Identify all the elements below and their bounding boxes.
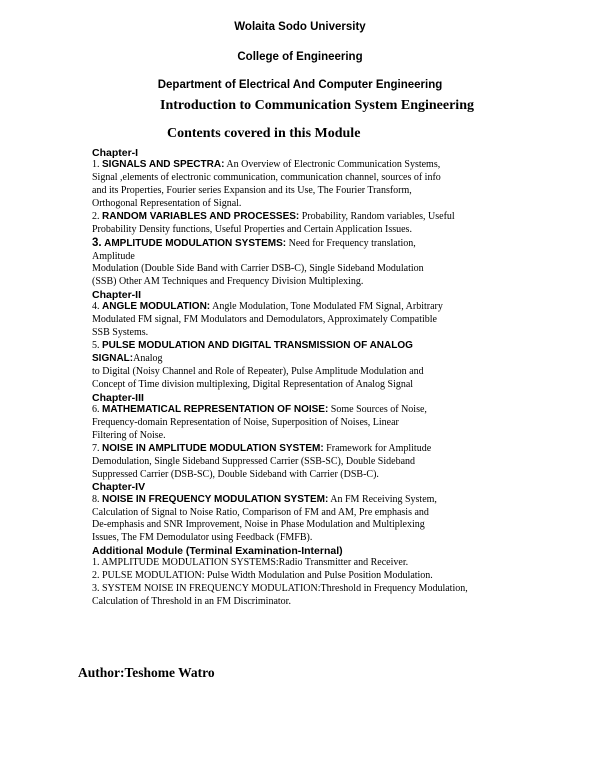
- item-title: AMPLITUDE MODULATION SYSTEMS:: [104, 237, 287, 249]
- additional-module-heading: Additional Module (Terminal Examination-Internal): [92, 545, 343, 558]
- item-title: NOISE IN FREQUENCY MODULATION SYSTEM:: [102, 493, 329, 505]
- college-name: College of Engineering: [237, 51, 363, 63]
- list-item: 2. RANDOM VARIABLES AND PROCESSES: Probability, Random variables, Useful: [92, 210, 455, 222]
- chapter-heading: Chapter-I: [92, 147, 139, 159]
- list-item: 7. NOISE IN AMPLITUDE MODULATION SYSTEM: Framework for Amplitude: [92, 442, 432, 454]
- list-item: 1. SIGNALS AND SPECTRA: An Overview of Electronic Communication Systems,: [92, 159, 441, 171]
- item-title: PULSE MODULATION AND DIGITAL TRANSMISSION OF ANALOG: [102, 340, 413, 352]
- item-title: ANGLE MODULATION:: [102, 301, 211, 313]
- contents-title: Contents covered in this Module: [167, 126, 361, 141]
- chapter-heading: Chapter-IV: [92, 481, 146, 494]
- list-item: 6. MATHEMATICAL REPRESENTATION OF NOISE: Some Sources of Noise,: [92, 404, 427, 416]
- module-contents: Chapter-I 1. SIGNALS AND SPECTRA: An Overview of Electronic Communication Systems, Signal ,elements of electronic communication, communication channel, sources of info and its Properties, Fourier series Expansion and its Use, The Fourier Transform, Orthogonal Representation of Signal. 2. RANDOM VARIABLES AND PROCESSES: Probability, Random variables, Useful Probability Density functions, Useful Properties and Certain Application Issues. 3. AMPLITUDE MODULATION SYSTEMS: Need for Frequency translation, Amplitude Modulation (Double Side Band with Carrier DSB-C), Single Sideband Modulation (SSB) Other AM Techniques and Frequency Division Multiplexing. Chapter-II 4. ANGLE MODULATION: Angle Modulation, Tone Modulated FM Signal, Arbitrary Modulated FM signal, FM Modulators and Demodulators, Approximately Compatible SSB Systems. 5. PULSE MODULATION AND DIGITAL TRANSMISSION OF ANALOG SIGNAL:Analog to Digital (Noisy Channel and Role of Repeater), Pulse Amplitude Modulation and Concept of Time division multiplexing, Digital Representation of Analog Signal Chapter-III 6. MATHEMATICAL REPRESENTATION OF NOISE: Some Sources of Noise, Frequency-domain Representation of Noise, Superposition of Noises, Linear Filtering of Noise. 7. NOISE IN AMPLITUDE MODULATION SYSTEM: Framework for Amplitude Demodulation, Single Sideband Suppressed Carrier (SSB-SC), Double Sideband Suppressed Carrier (DSB-SC), Double Sideband with Carrier (DSB-C). Chapter-IV 8. NOISE IN FREQUENCY MODULATION SYSTEM: An FM Receiving System, Calculation of Signal to Noise Ratio, Comparison of FM and AM, Pre emphasis and De-emphasis and SNR Improvement, Noise in Phase Modulation and Multiplexing Issues, The FM Demodulator using Feedback (FMFB). Additional Module (Terminal Examination-Internal) 1. AMPLITUDE MODULATION SYSTEMS:Radio Transmitter and Receiver. 2. PULSE MODULATION: Pulse Width Modulation and Pulse Position Modulation. 3. SYSTEM NOISE IN FREQUENCY MODULATION:Threshold in Frequency Modulation, Calculation of Threshold in an FM Discriminator.: [92, 147, 512, 609]
- chapter-heading: Chapter-III: [92, 391, 144, 404]
- item-title: NOISE IN AMPLITUDE MODULATION SYSTEM:: [102, 442, 324, 454]
- list-item: 1. AMPLITUDE MODULATION SYSTEMS:Radio Transmitter and Receiver.: [92, 557, 409, 569]
- author: Author:Teshome Watro: [78, 665, 215, 680]
- list-item: 2. PULSE MODULATION: Pulse Width Modulation and Pulse Position Modulation.: [92, 570, 433, 582]
- university-name: Wolaita Sodo University: [234, 21, 366, 33]
- list-item: 3. SYSTEM NOISE IN FREQUENCY MODULATION:Threshold in Frequency Modulation,: [92, 583, 468, 595]
- list-item: 3. AMPLITUDE MODULATION SYSTEMS: Need for Frequency translation,: [92, 236, 416, 249]
- list-item: 4. ANGLE MODULATION: Angle Modulation, Tone Modulated FM Signal, Arbitrary: [92, 301, 443, 313]
- item-title: MATHEMATICAL REPRESENTATION OF NOISE:: [102, 404, 329, 416]
- list-item: 5. PULSE MODULATION AND DIGITAL TRANSMISSION OF ANALOG: [92, 340, 413, 352]
- item-title: RANDOM VARIABLES AND PROCESSES:: [102, 210, 300, 222]
- course-title: Introduction to Communication System Engineering: [160, 98, 474, 113]
- item-title: SIGNALS AND SPECTRA:: [102, 159, 225, 171]
- list-item: 8. NOISE IN FREQUENCY MODULATION SYSTEM: An FM Receiving System,: [92, 493, 437, 505]
- department-name: Department of Electrical And Computer Engineering: [157, 79, 443, 91]
- chapter-heading: Chapter-II: [92, 289, 142, 302]
